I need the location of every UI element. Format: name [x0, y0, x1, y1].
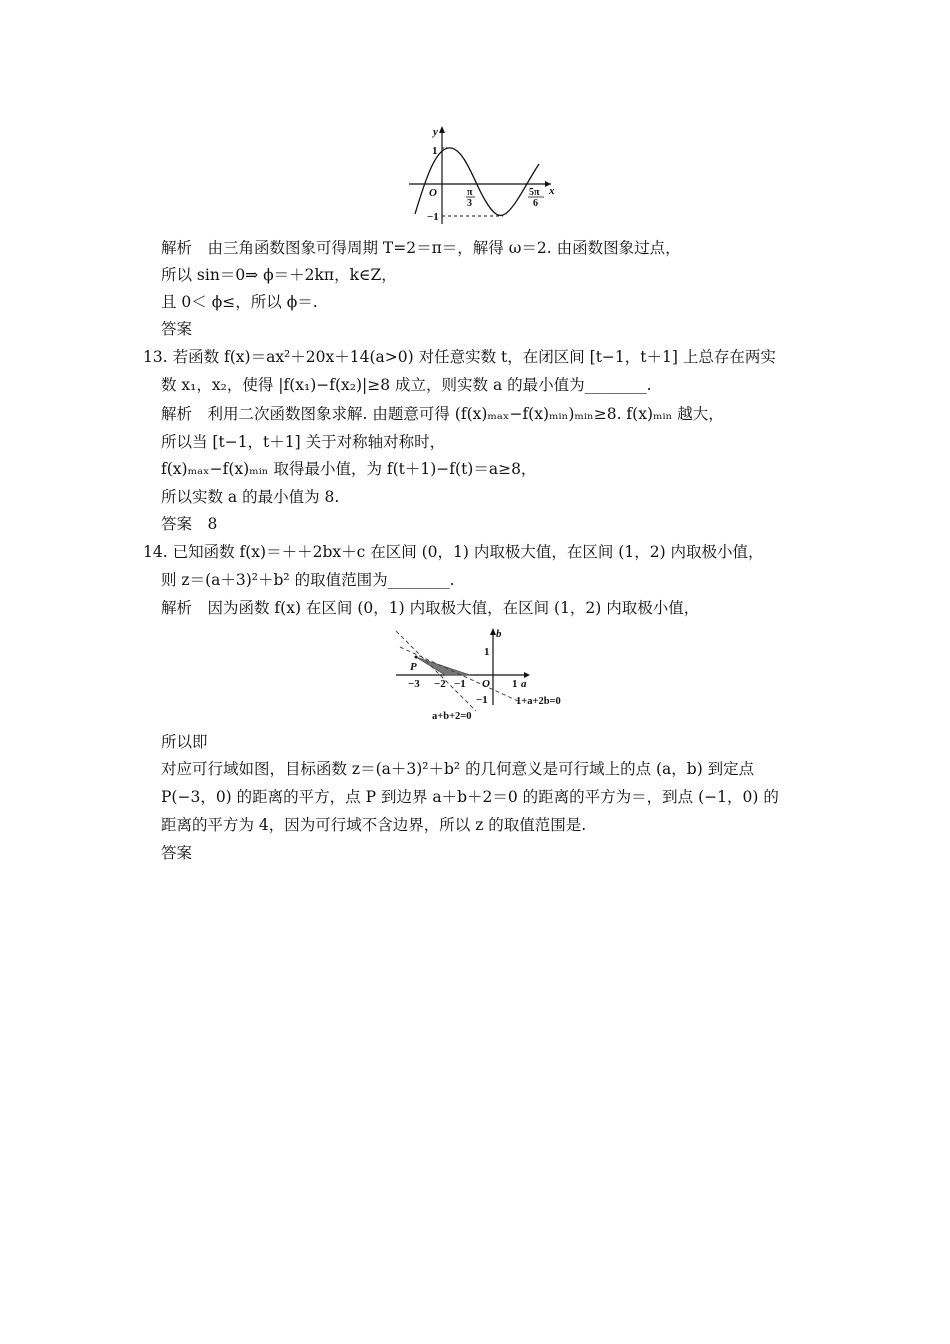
q13-analysis-line2: 所以当 [t−1，t＋1] 关于对称轴对称时， [161, 433, 446, 451]
line-1-a-2b [400, 647, 518, 701]
line1-label: 1+a+2b=0 [516, 696, 561, 707]
q14-analysis-line1: 解析 因为函数 f(x) 在区间 (0，1) 内取极大值，在区间 (1，2) 内取极小值， [161, 599, 700, 617]
sine-graph-figure [405, 124, 555, 228]
origin-label: O [429, 187, 437, 199]
q12-answer: 答案 [161, 320, 193, 338]
feasible-region [416, 657, 470, 675]
point-P-label: P [410, 661, 417, 673]
q14-stem-line1: 14. 已知函数 f(x)＝＋＋2bx＋c 在区间 (0，1) 内取极大值，在区间 (1，2) 内取极小值， [143, 543, 764, 561]
q12-analysis-line2: 所以 sin＝0⇒ ϕ＝＋2kπ，k∈Z， [161, 266, 397, 284]
tick-a-1: 1 [512, 678, 518, 690]
tick-b-neg1: −1 [476, 694, 488, 706]
q14-stem-line2: 则 z＝(a＋3)²＋b² 的取值范围为________. [161, 571, 455, 589]
q14-answer: 答案 [161, 844, 193, 862]
q13-analysis-line3: f(x)ₘₐₓ−f(x)ₘᵢₙ 取得最小值，为 f(t＋1)−f(t)＝a≥8， [161, 460, 537, 478]
q13-analysis-line1: 解析 利用二次函数图象求解. 由题意可得 (f(x)ₘₐₓ−f(x)ₘᵢₙ)ₘᵢₙ≥8. f(x)ₘᵢₙ 越大， [161, 405, 724, 423]
tick-pi-3-den: 3 [467, 198, 472, 209]
x-label: x [549, 185, 555, 197]
q13-analysis-line4: 所以实数 a 的最小值为 8. [161, 488, 340, 506]
tick-a-neg2: −2 [434, 678, 446, 690]
a-label: a [521, 678, 527, 690]
q14-analysis-line-a: 对应可行域如图，目标函数 z＝(a＋3)²＋b² 的几何意义是可行域上的点 (a，b) 到定点 [161, 760, 755, 778]
y-axis-arrow [439, 126, 445, 133]
line2-label: a+b+2=0 [432, 711, 472, 722]
tick-1: 1 [432, 145, 438, 157]
y-label: y [433, 126, 438, 138]
feasible-region-figure [390, 625, 580, 725]
tick-5pi-6-num: 5π [529, 187, 540, 198]
q12-analysis-line1: 解析 由三角函数图象可得周期 T=2＝π＝，解得 ω＝2. 由函数图象过点， [161, 239, 681, 257]
tick-a-neg3: −3 [408, 678, 420, 690]
q14-analysis-line-c: 距离的平方为 4，因为可行域不含边界，所以 z 的取值范围是. [161, 816, 587, 834]
line-a-b-2 [396, 631, 476, 711]
point-P [415, 656, 418, 659]
tick-a-neg1: −1 [454, 678, 466, 690]
b-label: b [496, 628, 502, 640]
tick-b-1: 1 [484, 646, 490, 658]
q14-analysis-suoyi: 所以即 [161, 733, 208, 751]
sine-curve [415, 148, 539, 216]
tick-5pi-6-den: 6 [533, 198, 538, 209]
origin-label: O [482, 678, 490, 690]
q13-stem-line1: 13. 若函数 f(x)＝ax²＋20x＋14(a>0) 对任意实数 t，在闭区间 [t−1，t＋1] 上总存在两实 [143, 348, 776, 366]
q14-analysis-line-b: P(−3，0) 的距离的平方，点 P 到边界 a＋b＋2＝0 的距离的平方为＝，到点 (−1，0) 的 [161, 788, 779, 806]
tick-neg1: −1 [427, 211, 439, 223]
q13-answer: 答案 8 [161, 515, 218, 533]
q13-stem-line2: 数 x₁，x₂，使得 |f(x₁)−f(x₂)|≥8 成立，则实数 a 的最小值为________. [161, 376, 652, 394]
tick-pi-3-num: π [467, 187, 473, 198]
q12-analysis-line3: 且 0＜ ϕ≤，所以 ϕ＝. [161, 293, 318, 311]
